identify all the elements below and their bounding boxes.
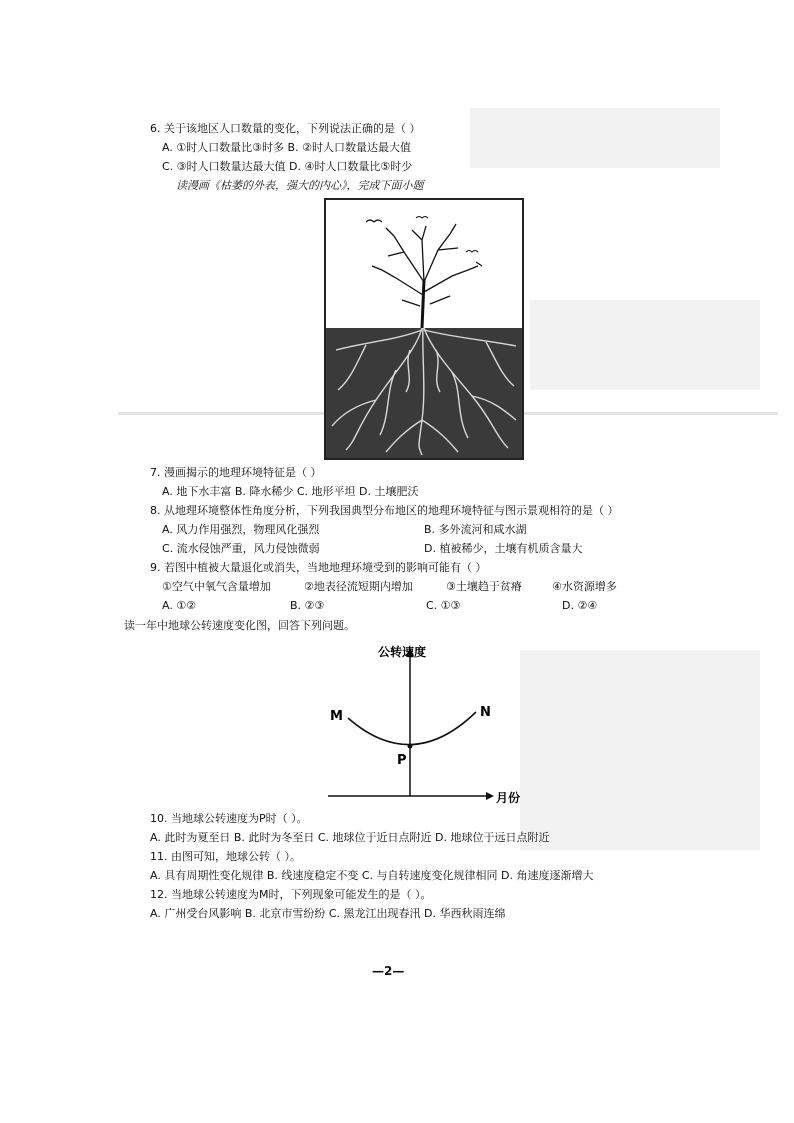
question-10-stem: 10. 当地球公转速度为P时（ ）。 [150, 812, 308, 825]
y-axis-label: 公转速度 [377, 645, 426, 659]
question-9-item-3: ③土壤趋于贫瘠 [446, 580, 522, 593]
question-9-option-a: A. ①② [162, 599, 197, 612]
point-n-label: N [480, 705, 491, 720]
question-8-option-b: B. 多外流河和咸水湖 [424, 523, 527, 536]
bleed-through-right [530, 300, 760, 390]
bleed-through-top-right [470, 108, 720, 168]
question-12-options: A. 广州受台风影响 B. 北京市雪纷纷 C. 黑龙江出现春汛 D. 华西秋雨连绵 [150, 907, 506, 920]
question-9-option-b: B. ②③ [290, 599, 325, 612]
orbital-speed-graph [320, 640, 530, 810]
question-11-stem: 11. 由图可知，地球公转（ ）。 [150, 850, 301, 863]
point-p-marker [408, 744, 413, 749]
question-8-option-d: D. 植被稀少，土壤有机质含量大 [424, 542, 583, 555]
question-6-stem: 6. 关于该地区人口数量的变化，下列说法正确的是（ ） [150, 122, 421, 135]
question-9-option-d: D. ②④ [562, 599, 598, 612]
orbital-speed-graph-svg [320, 640, 530, 810]
question-12-stem: 12. 当地球公转速度为M时，下列现象可能发生的是（ ）。 [150, 888, 432, 901]
question-8-stem: 8. 从地理环境整体性角度分析，下列我国典型分布地区的地理环境特征与图示景观相符的是（ ） [150, 504, 619, 517]
cartoon-figure [324, 198, 524, 460]
question-6-options-line1: A. ①时人口数量比③时多 B. ②时人口数量达最大值 [162, 141, 411, 154]
point-m-label: M [330, 709, 343, 724]
question-9-option-c: C. ①③ [426, 599, 461, 612]
question-6-options-line2: C. ③时人口数量达最大值 D. ④时人口数量比⑤时少 [162, 160, 413, 173]
point-p-label: P [397, 753, 407, 768]
question-8-option-c: C. 流水侵蚀严重，风力侵蚀微弱 [162, 542, 320, 555]
cartoon-intro: 读漫画《枯萎的外表，强大的内心》，完成下面小题 [176, 179, 424, 192]
question-8-option-a: A. 风力作用强烈，物理风化强烈 [162, 523, 320, 536]
x-axis-label: 月份 [496, 791, 521, 805]
question-9-stem: 9. 若图中植被大量退化或消失，当地地理环境受到的影响可能有（ ） [150, 561, 487, 574]
withered-tree-illustration [326, 200, 522, 458]
question-10-options: A. 此时为夏至日 B. 此时为冬至日 C. 地球位于近日点附近 D. 地球位于远日点附近 [150, 831, 550, 844]
page-number: —2— [372, 964, 405, 978]
bleed-through-lower-right [520, 650, 760, 850]
question-7-options: A. 地下水丰富 B. 降水稀少 C. 地形平坦 D. 土壤肥沃 [162, 485, 419, 498]
question-9-item-1: ①空气中氧气含量增加 [162, 580, 271, 593]
question-9-item-2: ②地表径流短期内增加 [304, 580, 413, 593]
question-9-item-4: ④水资源增多 [552, 580, 617, 593]
speed-curve [348, 712, 476, 745]
question-11-options: A. 具有周期性变化规律 B. 线速度稳定不变 C. 与自转速度变化规律相同 D. 角速度逐渐增大 [150, 869, 594, 882]
graph-intro: 读一年中地球公转速度变化图，回答下列问题。 [124, 619, 355, 632]
x-axis-arrow [486, 792, 494, 800]
question-7-stem: 7. 漫画揭示的地理环境特征是（ ） [150, 466, 322, 479]
